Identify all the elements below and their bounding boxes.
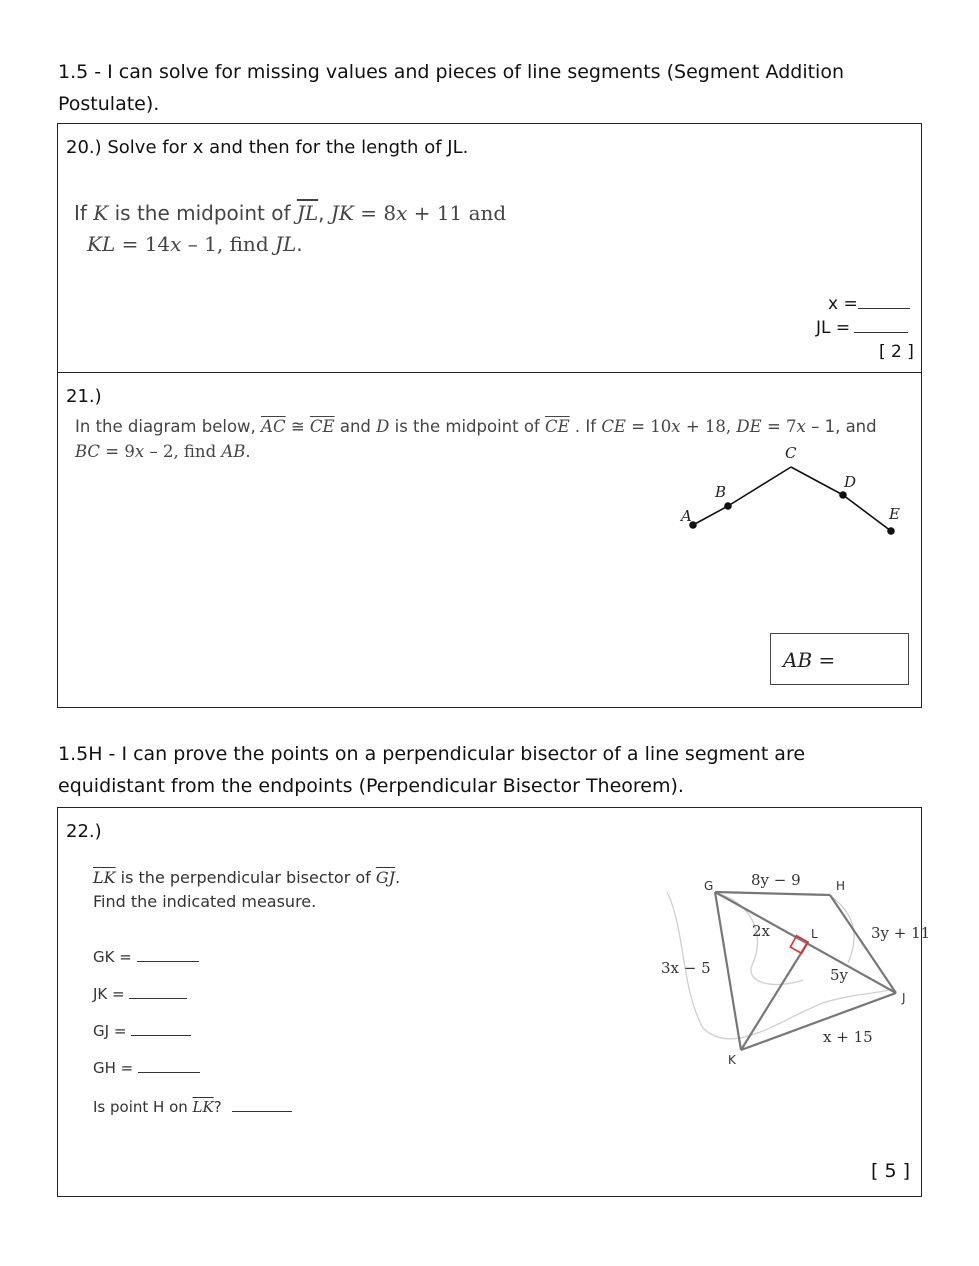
length-GK: 3x − 5 [661, 959, 711, 977]
question-20-box [57, 123, 922, 373]
problem-line-2: Find the indicated measure. [93, 892, 317, 911]
question-22-box [57, 807, 931, 1197]
label-D: D [844, 473, 857, 491]
measure-row [93, 1059, 200, 1077]
text: = 10 [625, 417, 672, 436]
length-GL: 2x [752, 922, 771, 940]
text: is the perpendicular bisector of [115, 868, 376, 887]
var-CE: CE [601, 417, 626, 436]
var-x: x [170, 232, 182, 256]
text: – 1, find [181, 232, 275, 256]
segment-GJ [715, 892, 896, 993]
question-20-problem [74, 198, 506, 260]
label-H: H [836, 879, 846, 893]
var-JK: JK [330, 201, 354, 225]
label-C: C [785, 444, 797, 462]
points-20: [ 2 ] [879, 342, 914, 362]
problem-line-1 [74, 198, 506, 229]
problem-line-1 [75, 414, 915, 439]
text: . If [569, 417, 602, 436]
congruent-symbol: ≅ [285, 417, 310, 436]
text: If [74, 201, 94, 225]
length-KJ: x + 15 [823, 1028, 873, 1046]
text: = 14 [115, 232, 171, 256]
measure-row [93, 948, 199, 966]
segment-CD [791, 467, 843, 495]
measure-row [93, 985, 187, 1003]
segment-CE: $\overline{CE}$ [544, 417, 570, 436]
var-KL: KL [87, 232, 116, 256]
segment-AB [693, 506, 728, 525]
label-A: A [681, 507, 692, 525]
measure-row [93, 1022, 191, 1040]
var-x: x [671, 417, 681, 436]
problem-line-1 [93, 866, 400, 890]
heading-line: 1.5H - I can prove the points on a perpendicular bisector of a line segment are [58, 743, 806, 765]
measure-gh-blank[interactable] [138, 1072, 200, 1073]
var-AB: AB [221, 442, 246, 461]
measure-gj-label: GJ = [93, 1022, 127, 1040]
answer-jl-label: JL = [816, 318, 851, 338]
section-heading-1-5h [58, 738, 918, 802]
measure-gk-label: GK = [93, 948, 132, 966]
label-K: K [728, 1053, 736, 1067]
question-21-box [57, 372, 922, 708]
question-21-label: 21.) [66, 386, 102, 407]
answer-x-row [828, 294, 910, 314]
label-J: J [902, 991, 906, 1005]
text: = 7 [761, 417, 797, 436]
segment-JL: $\overline{JL}$ [296, 201, 319, 225]
var-x: x [134, 442, 145, 461]
text: + 11 and [407, 201, 507, 225]
text: . [245, 442, 251, 461]
text: is the midpoint of [108, 201, 297, 225]
text: , [318, 201, 331, 225]
heading-line: 1.5 - I can solve for missing values and pieces of line segments (Segment Addition [58, 61, 845, 83]
segment-GJ: $\overline{GJ}$ [375, 868, 396, 887]
text: – 1, and [805, 417, 877, 436]
answer-ab-box[interactable] [770, 633, 909, 685]
text: and [334, 417, 377, 436]
answer-h-on-lk-blank[interactable] [232, 1111, 292, 1112]
points-22: [ 5 ] [871, 1160, 910, 1182]
label-G: G [704, 879, 714, 893]
segment-BC [728, 467, 791, 506]
text: Is point H on [93, 1098, 193, 1116]
question-h-on-lk [93, 1098, 292, 1116]
kite-diagram [593, 868, 931, 1068]
label-B: B [715, 483, 727, 501]
segment-CE: $\overline{CE}$ [309, 417, 335, 436]
var-JL: JL [274, 232, 297, 256]
question-22-problem [93, 866, 400, 914]
measure-jk-label: JK = [93, 985, 125, 1003]
measure-gj-blank[interactable] [131, 1035, 191, 1036]
point-E [887, 527, 895, 535]
text: = 8 [353, 201, 397, 225]
var-x: x [796, 417, 806, 436]
length-GH: 8y − 9 [751, 871, 801, 889]
measure-gk-blank[interactable] [137, 961, 199, 962]
side-JK [741, 993, 896, 1050]
problem-line-2 [74, 229, 506, 260]
var-BC: BC [75, 442, 101, 461]
answer-ab-label: AB = [783, 648, 836, 672]
segment-diagram [668, 439, 908, 543]
text: + 18, [680, 417, 737, 436]
label-L: L [811, 927, 818, 941]
var-x: x [396, 201, 408, 225]
side-GH [715, 892, 830, 895]
var-D: D [376, 417, 390, 436]
length-HJ: 3y + 11 [871, 924, 931, 942]
measure-gh-label: GH = [93, 1059, 134, 1077]
segment-KL [741, 942, 808, 1050]
text: is the midpoint of [389, 417, 545, 436]
text: = 9 [100, 442, 135, 461]
label-E: E [889, 505, 900, 523]
text: ? [213, 1098, 222, 1116]
question-20-label: 20.) Solve for x and then for the length of JL. [66, 137, 469, 158]
var-K: K [93, 201, 109, 225]
segment-LK: $\overline{LK}$ [93, 868, 116, 887]
answer-jl-row [816, 318, 908, 338]
measure-jk-blank[interactable] [129, 998, 187, 999]
answer-jl-blank[interactable] [854, 332, 908, 333]
point-B [724, 502, 732, 510]
text: In the diagram below, [75, 417, 262, 436]
segment-DE [843, 495, 891, 531]
heading-line: equidistant from the endpoints (Perpendicular Bisector Theorem). [58, 775, 684, 797]
section-heading-1-5 [58, 56, 918, 120]
text: . [296, 232, 303, 256]
answer-x-label: x = [828, 294, 858, 314]
side-KG [715, 892, 741, 1050]
segment-AC: $\overline{AC}$ [261, 417, 286, 436]
text: – 2, find [144, 442, 222, 461]
length-LJ: 5y [830, 966, 849, 984]
text: . [395, 868, 401, 887]
heading-line: Postulate). [58, 93, 160, 115]
line-LK: $\overline{LK}$ [192, 1098, 214, 1116]
answer-x-blank[interactable] [858, 308, 910, 309]
var-DE: DE [736, 417, 762, 436]
point-D [839, 491, 847, 499]
sketch-curve [828, 894, 854, 963]
question-22-label: 22.) [66, 821, 102, 842]
